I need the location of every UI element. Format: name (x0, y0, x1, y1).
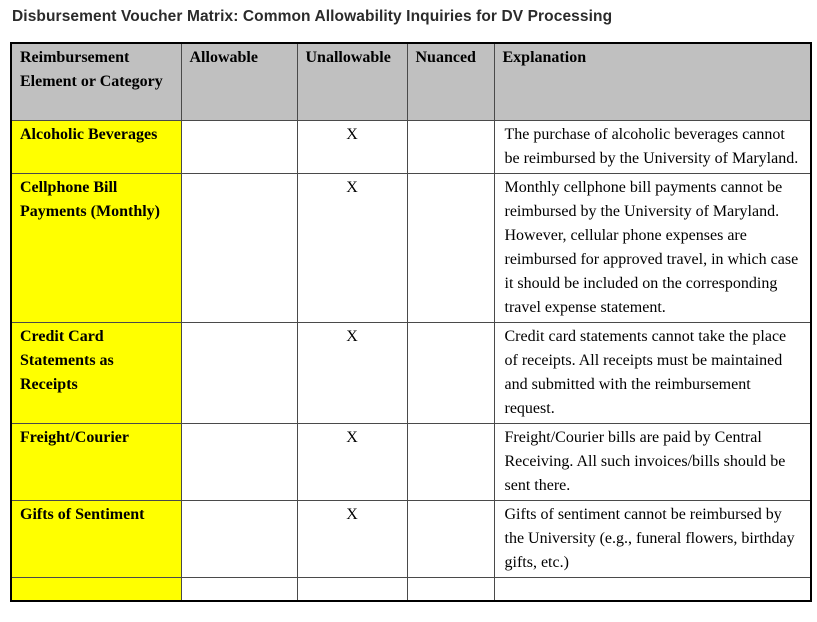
header-allowable: Allowable (181, 43, 297, 121)
allowable-cell (181, 121, 297, 174)
nuanced-cell (407, 501, 494, 578)
unallowable-cell: X (297, 323, 407, 424)
table-row (11, 578, 811, 602)
allowable-cell (181, 174, 297, 323)
explanation-cell: Credit card statements cannot take the place of receipts. All receipts must be maintained and submitted with the reimbursement request. (494, 323, 811, 424)
header-nuanced: Nuanced (407, 43, 494, 121)
unallowable-cell: X (297, 174, 407, 323)
unallowable-cell: X (297, 424, 407, 501)
category-cell: Credit Card Statements as Receipts (11, 323, 181, 424)
category-cell (11, 578, 181, 602)
category-cell: Cellphone Bill Payments (Monthly) (11, 174, 181, 323)
unallowable-cell: X (297, 121, 407, 174)
unallowable-cell: X (297, 501, 407, 578)
category-cell: Alcoholic Beverages (11, 121, 181, 174)
explanation-cell (494, 578, 811, 602)
table-row (11, 323, 811, 424)
category-cell: Gifts of Sentiment (11, 501, 181, 578)
explanation-cell: Monthly cellphone bill payments cannot be reimbursed by the University of Maryland. However, cellular phone expenses are reimbursed for approved travel, in which case it should be included on the corresponding travel expense statement. (494, 174, 811, 323)
header-category: Reimbursement Element or Category (11, 43, 181, 121)
table-row (11, 501, 811, 578)
allowable-cell (181, 501, 297, 578)
explanation-cell: Freight/Courier bills are paid by Central Receiving. All such invoices/bills should be sent there. (494, 424, 811, 501)
header-unallowable: Unallowable (297, 43, 407, 121)
nuanced-cell (407, 578, 494, 602)
table-row (11, 121, 811, 174)
unallowable-cell (297, 578, 407, 602)
nuanced-cell (407, 323, 494, 424)
header-explanation: Explanation (494, 43, 811, 121)
allowable-cell (181, 424, 297, 501)
table-row (11, 424, 811, 501)
allowable-cell (181, 578, 297, 602)
category-cell: Freight/Courier (11, 424, 181, 501)
page-title: Disbursement Voucher Matrix: Common Allowability Inquiries for DV Processing (12, 8, 613, 25)
nuanced-cell (407, 174, 494, 323)
allowable-cell (181, 323, 297, 424)
explanation-cell: Gifts of sentiment cannot be reimbursed by the University (e.g., funeral flowers, birthday gifts, etc.) (494, 501, 811, 578)
nuanced-cell (407, 121, 494, 174)
header-row (11, 43, 811, 121)
dv-matrix-table (10, 42, 812, 602)
explanation-cell: The purchase of alcoholic beverages cannot be reimbursed by the University of Maryland. (494, 121, 811, 174)
nuanced-cell (407, 424, 494, 501)
table-row (11, 174, 811, 323)
